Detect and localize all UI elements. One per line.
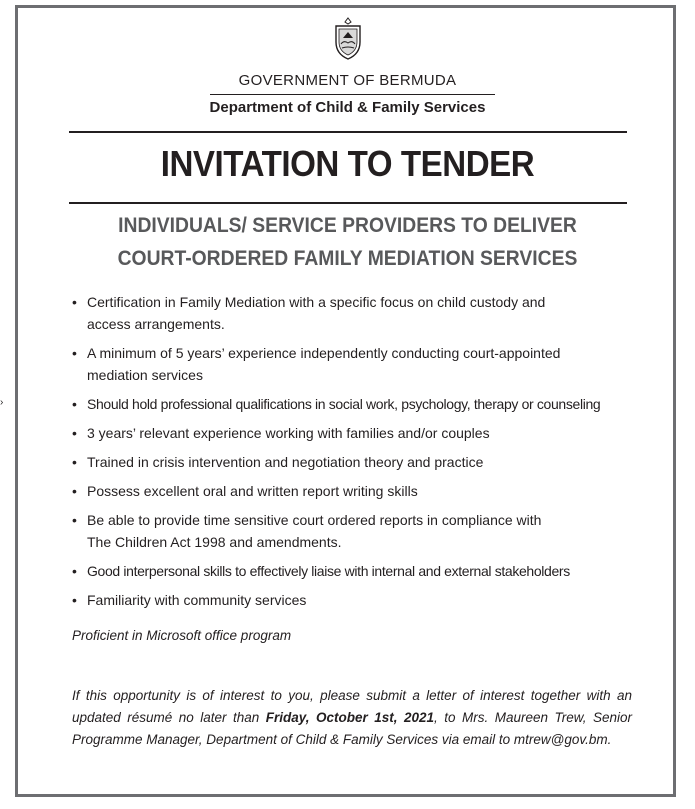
bullet-icon: •	[72, 454, 77, 470]
bullet-icon: •	[72, 345, 77, 361]
list-item	[72, 393, 642, 415]
bullet-icon: •	[72, 592, 77, 608]
bullet-icon: •	[72, 396, 77, 412]
title-bottom-rule	[69, 202, 627, 204]
list-item-text: Be able to provide time sensitive court ordered reports in compliance with	[87, 512, 542, 528]
government-name: GOVERNMENT OF BERMUDA	[238, 72, 457, 89]
list-item-text: Good interpersonal skills to effectively liaise with internal and external stakeholders	[87, 563, 570, 579]
list-item-text-continued: access arrangements.	[87, 316, 225, 332]
list-item	[72, 422, 642, 444]
department-name: Department of Child & Family Services	[209, 99, 486, 116]
requirements-list	[72, 291, 642, 611]
page-edge-mark: ›	[0, 397, 4, 408]
list-item	[72, 480, 642, 502]
bermuda-coat-of-arms-icon	[330, 16, 366, 62]
page-title: INVITATION TO TENDER	[160, 143, 535, 184]
list-item	[72, 451, 642, 473]
list-item-text-continued: mediation services	[87, 367, 203, 383]
bullet-icon: •	[72, 425, 77, 441]
list-item	[72, 560, 642, 582]
bullet-icon: •	[72, 512, 77, 528]
submission-deadline: Friday, October 1st, 2021	[265, 710, 435, 725]
subtitle-line-1: INDIVIDUALS/ SERVICE PROVIDERS TO DELIVER	[118, 214, 577, 237]
bullet-icon: •	[72, 563, 77, 579]
list-item-text: Certification in Family Mediation with a specific focus on child custody and	[87, 294, 546, 310]
header-rule	[210, 94, 495, 95]
extra-requirement: Proficient in Microsoft office program	[72, 628, 292, 643]
submission-note-contact: , to Mrs. Maureen Trew, Senior Programme Manager, Department of Child & Family Services via email to mtrew@gov.bm.	[72, 710, 632, 747]
list-item	[72, 291, 642, 335]
list-item-text: Trained in crisis intervention and negotiation theory and practice	[87, 454, 484, 470]
submission-note	[72, 685, 632, 751]
list-item	[72, 509, 642, 553]
list-item-text: 3 years’ relevant experience working with families and/or couples	[87, 425, 490, 441]
list-item	[72, 589, 642, 611]
list-item-text: Possess excellent oral and written report writing skills	[87, 483, 418, 499]
list-item-text: Should hold professional qualifications in social work, psychology, therapy or counseling	[87, 396, 601, 412]
list-item	[72, 342, 642, 386]
title-top-rule	[69, 131, 627, 133]
list-item-text: A minimum of 5 years’ experience independently conducting court-appointed	[87, 345, 561, 361]
bullet-icon: •	[72, 294, 77, 310]
bullet-icon: •	[72, 483, 77, 499]
list-item-text-continued: The Children Act 1998 and amendments.	[87, 534, 342, 550]
subtitle-line-2: COURT-ORDERED FAMILY MEDIATION SERVICES	[117, 247, 578, 270]
submission-note-text: If this opportunity is of interest to you, please submit a letter of interest together with an updated résumé no later than	[72, 688, 632, 725]
list-item-text: Familiarity with community services	[87, 592, 307, 608]
